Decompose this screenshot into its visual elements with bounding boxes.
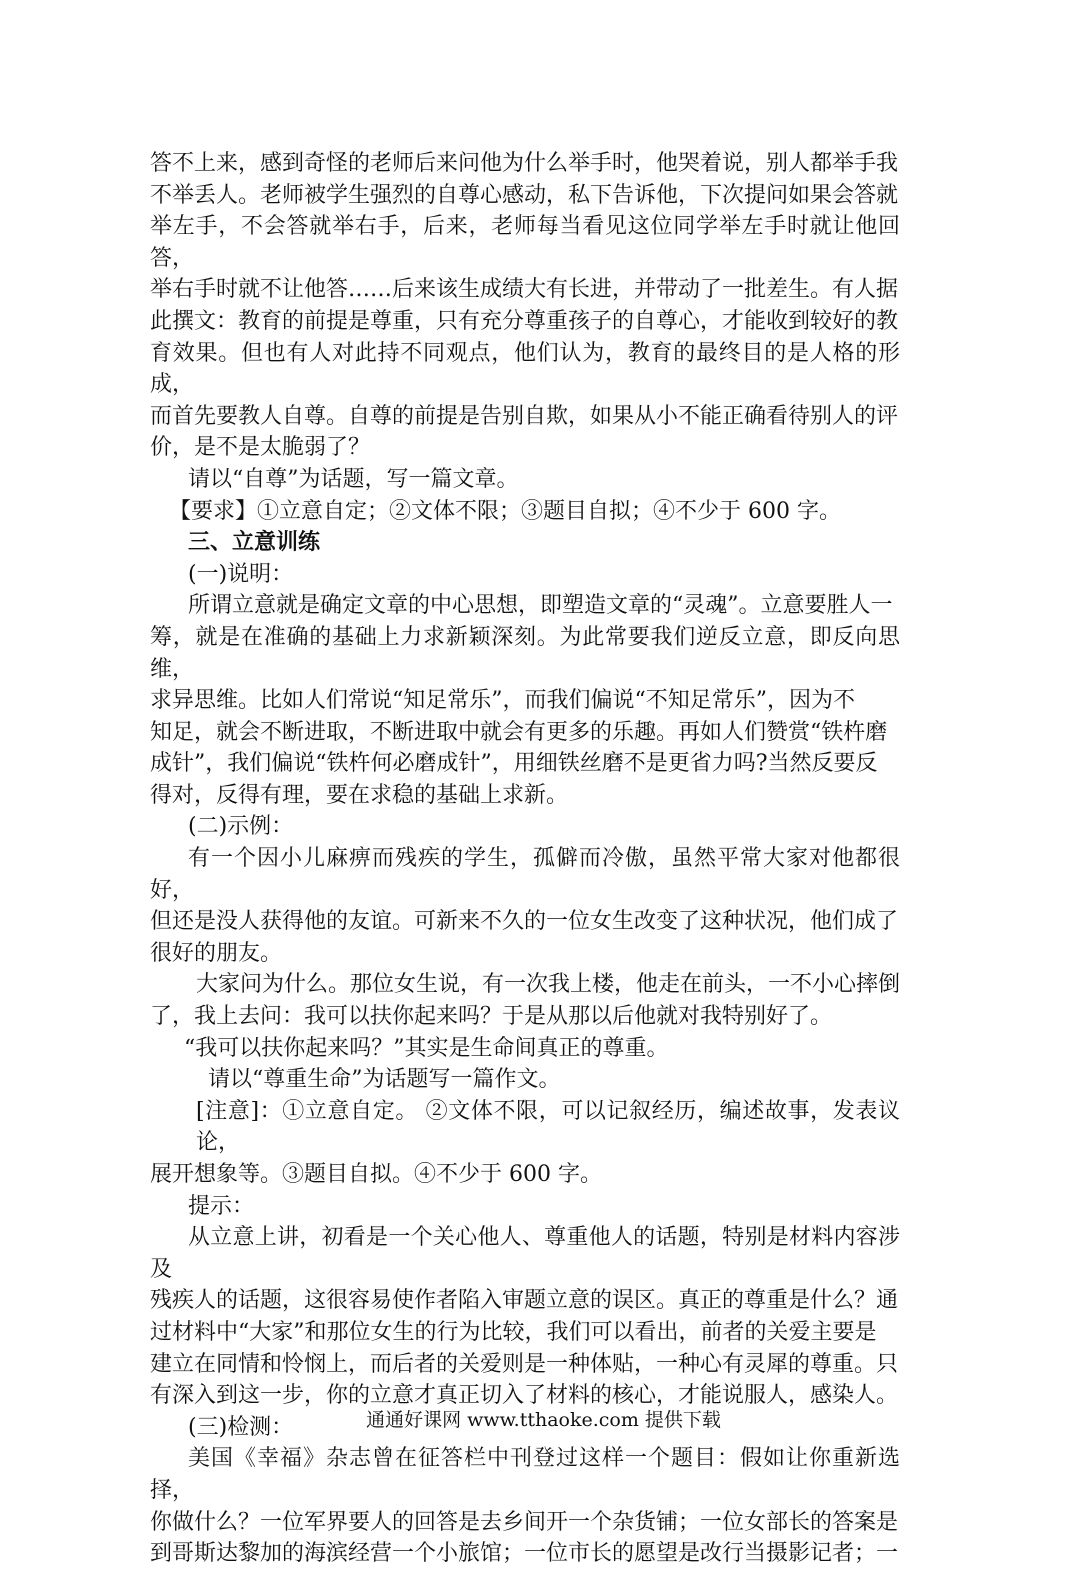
hint-heading: 提示： [188, 1193, 255, 1219]
section-heading: 三、立意训练 [188, 529, 321, 556]
text-line: 成针”，我们偏说“铁杵何必磨成针”，用细铁丝磨不是更省力吗?当然反要反 [150, 751, 878, 777]
text-line: 到哥斯达黎加的海滨经营一个小旅馆；一位市长的愿望是改行当摄影记者；一 [150, 1541, 899, 1567]
text-line: 筹，就是在准确的基础上力求新颖深刻。为此常要我们逆反立意，即反向思维， [150, 624, 900, 682]
text-line: 得对，反得有理，要在求稳的基础上求新。 [150, 782, 569, 808]
prompt-line: 请以“自尊”为话题，写一篇文章。 [188, 466, 519, 492]
document-body [150, 148, 900, 1570]
text-line: 大家问为什么。那位女生说，有一次我上楼，他走在前头，一不小心摔倒 [196, 972, 901, 998]
subsection-heading: (一)说明： [188, 561, 294, 587]
text-line: 你做什么？一位军界要人的回答是去乡间开一个杂货铺；一位女部长的答案是 [150, 1509, 899, 1535]
text-line: 答不上来，感到奇怪的老师后来问他为什么举手时，他哭着说，别人都举手我 [150, 151, 899, 176]
text-line: 而首先要教人自尊。自尊的前提是告别自欺，如果从小不能正确看待别人的评 [150, 403, 899, 429]
quote-line: “我可以扶你起来吗？”其实是生命间真正的尊重。 [184, 1035, 669, 1061]
text-line: 举右手时就不让他答……后来该生成绩大有长进，并带动了一批差生。有人据 [150, 277, 899, 303]
text-line: 很好的朋友。 [150, 940, 283, 966]
text-line: 过材料中“大家”和那位女生的行为比较，我们可以看出，前者的关爱主要是 [150, 1319, 877, 1345]
text-line: 有一个因小儿麻痹而残疾的学生，孤僻而冷傲，虽然平常大家对他都很好， [150, 846, 900, 903]
text-line: 所谓立意就是确定文章的中心思想，即塑造文章的“灵魂”。立意要胜人一 [188, 593, 893, 619]
text-line: 美国《幸福》杂志曾在征答栏中刊登过这样一个题目：假如让你重新选择， [150, 1446, 900, 1503]
text-line: 不举丢人。老师被学生强烈的自尊心感动，私下告诉他，下次提问如果会答就 [150, 182, 899, 208]
text-line: 展开想象等。③题目自拟。④不少于 600 字。 [150, 1162, 602, 1187]
text-line: 举左手，不会答就举右手，后来，老师每当看见这位同学举左手时就让他回答， [150, 214, 900, 271]
text-line: 知足，就会不断进取，不断进取中就会有更多的乐趣。再如人们赞赏“铁杵磨 [150, 719, 888, 745]
text-line: 从立意上讲，初看是一个关心他人、尊重他人的话题，特别是材料内容涉及 [150, 1225, 900, 1282]
text-line: 有深入到这一步，你的立意才真正切入了材料的核心，才能说服人，感染人。 [150, 1383, 899, 1409]
prompt-line: 请以“尊重生命”为话题写一篇作文。 [208, 1067, 561, 1093]
subsection-heading: (三)检测： [188, 1414, 294, 1440]
text-line: 了，我上去问：我可以扶你起来吗？于是从那以后他就对我特别好了。 [150, 1004, 833, 1030]
text-line: 育效果。但也有人对此持不同观点，他们认为，教育的最终目的是人格的形成， [150, 340, 900, 398]
page-footer: 通通好课网 www.tthaoke.com 提供下载 [366, 1409, 721, 1431]
text-line: 但还是没人获得他的友谊。可新来不久的一位女生改变了这种状况，他们成了 [150, 909, 899, 935]
text-line: 此撰文：教育的前提是尊重，只有充分尊重孩子的自尊心，才能收到较好的教 [150, 308, 899, 334]
subsection-heading: (二)示例： [188, 814, 294, 840]
text-line: 求异思维。比如人们常说“知足常乐”，而我们偏说“不知足常乐”，因为不 [150, 688, 855, 714]
text-line: 价，是不是太脆弱了？ [150, 435, 371, 461]
notice-line: [注意]：①立意自定。 ②文体不限，可以记叙经历，编述故事，发表议论， [196, 1098, 900, 1156]
text-line: 残疾人的话题，这很容易使作者陷入审题立意的误区。真正的尊重是什么？通 [150, 1288, 899, 1314]
requirements-line: 【要求】①立意自定；②文体不限；③题目自拟；④不少于 600 字。 [169, 498, 841, 524]
text-line: 建立在同情和怜悯上，而后者的关爱则是一种体贴，一种心有灵犀的尊重。只 [150, 1351, 899, 1377]
